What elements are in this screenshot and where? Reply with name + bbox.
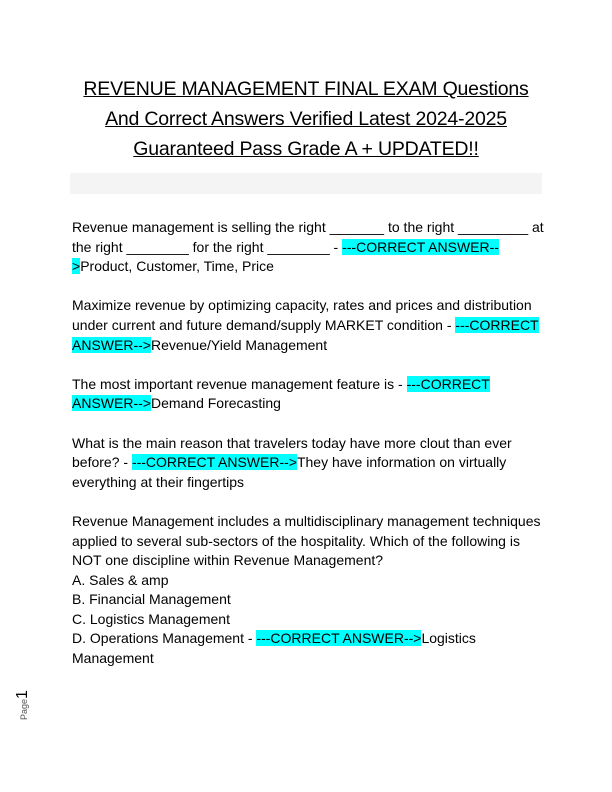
qa-item-4 xyxy=(72,434,544,493)
option-d: D. Operations Management - xyxy=(72,630,257,647)
page-number-value: 1 xyxy=(14,690,31,699)
qa-item-5 xyxy=(72,512,544,669)
qa-item-1 xyxy=(72,218,544,277)
answer-text: Logistics Management xyxy=(72,630,476,667)
page-number xyxy=(14,690,32,720)
document-title: REVENUE MANAGEMENT FINAL EXAM Questions And Correct Answers Verified Latest 2024-2025 Guaranteed Pass Grade A + UPDATED!! xyxy=(83,78,529,160)
answer-text: They have information on virtually everything at their fingertips xyxy=(72,454,507,490)
answer-text: Product, Customer, Time, Price xyxy=(80,258,274,275)
qa-content xyxy=(72,218,544,688)
answer-marker: ---CORRECT ANSWER--> xyxy=(72,316,539,353)
answer-marker: ---CORRECT ANSWER--> xyxy=(72,375,490,412)
answer-text: Demand Forecasting xyxy=(150,395,281,412)
option-b: B. Financial Management xyxy=(72,591,231,608)
answer-marker: ---CORRECT ANSWER--> xyxy=(256,630,422,647)
question-text: Revenue management is selling the right _______ to the right _________ at the right ________ for the right ________ - xyxy=(72,219,544,255)
answer-text: Revenue/Yield Management xyxy=(150,336,328,353)
question-text: What is the main reason that travelers today have more clout than ever before? - xyxy=(72,434,512,471)
answer-marker: ---CORRECT ANSWER--> xyxy=(72,238,499,275)
answer-marker: ---CORRECT ANSWER--> xyxy=(131,454,297,471)
option-a: A. Sales & amp xyxy=(72,571,169,588)
qa-item-2 xyxy=(72,296,544,355)
question-text: Revenue Management includes a multidisciplinary management techniques applied to several sub-sectors of the hospitality. Which of the following is NOT one discipline within Revenue Management? xyxy=(72,512,541,569)
option-c: C. Logistics Management xyxy=(72,610,230,627)
header-shaded-bar xyxy=(70,173,542,194)
page-label: Page xyxy=(19,698,29,720)
question-text: The most important revenue management feature is - xyxy=(72,375,407,392)
question-text: Maximize revenue by optimizing capacity, rates and prices and distribution under current and future demand/supply MARKET condition - xyxy=(72,297,532,333)
qa-item-3 xyxy=(72,375,544,414)
